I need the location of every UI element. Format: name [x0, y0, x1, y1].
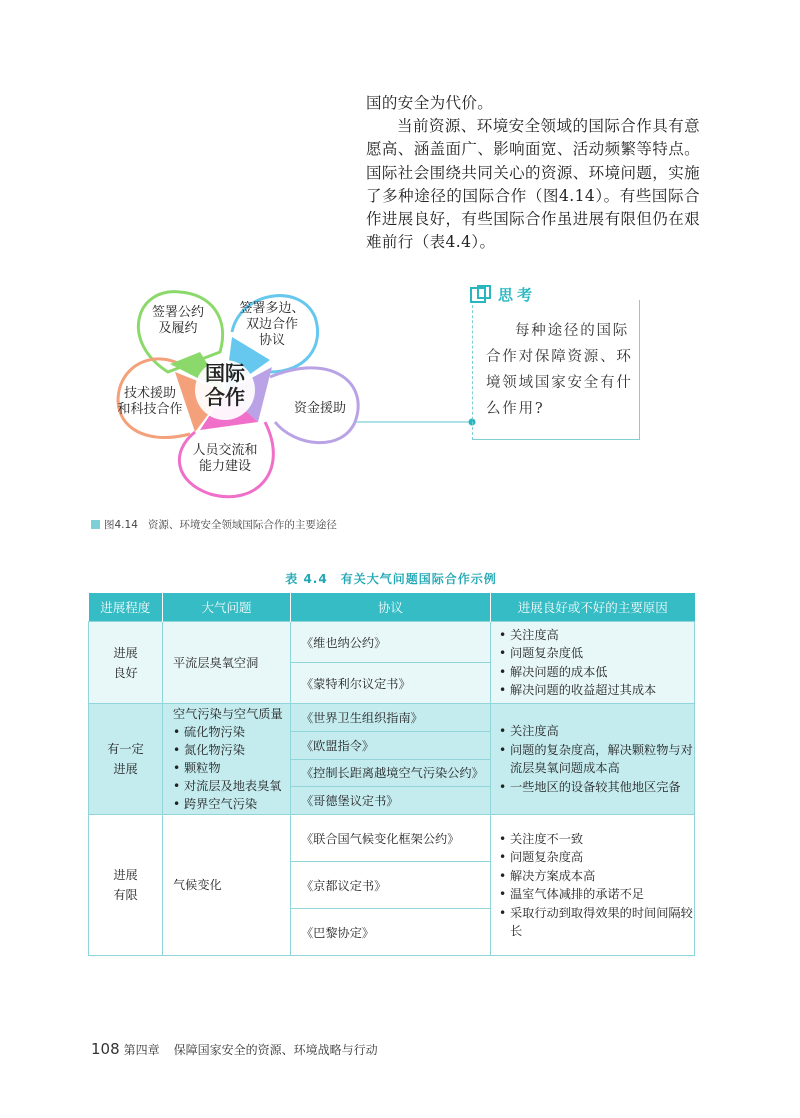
progress-cell: [89, 622, 163, 704]
reason-item: • 解决问题的成本低: [499, 663, 693, 682]
issue-cell: [163, 622, 291, 704]
header-cell: 协议: [291, 593, 491, 622]
agreement-cell: 《世界卫生组织指南》: [291, 704, 491, 732]
petal-label: 及履约: [158, 321, 198, 336]
reason-item: • 关注度高: [499, 626, 693, 645]
reason-item: • 采取行动到取得效果的时间间隔较长: [499, 904, 693, 941]
reason-item: • 问题复杂度高: [499, 848, 693, 867]
caption-text: 资源、环境安全领域国际合作的主要途径: [147, 519, 337, 531]
issue-item: • 颗粒物: [173, 759, 289, 777]
issue-item: • 对流层及地表臭氧: [173, 777, 289, 795]
paragraph-text: 当前资源、环境安全领域的国际合作具有意愿高、涵盖面广、影响面宽、活动频繁等特点。国际社会围绕共同关心的资源、环境问题，实施了多种途径的国际合作（图4.14）。有些国际合作进展良好，有些国际合作虽进展有限但仍在艰难前行（表4.4）。: [366, 117, 700, 252]
header-cell: 进展良好或不好的主要原因: [491, 593, 695, 622]
think-question-text: 每种途径的国际合作对保障资源、环境领域国家安全有什么作用?: [486, 323, 633, 417]
caption-square-icon: [91, 520, 100, 529]
chapter-label: 第四章: [123, 1043, 160, 1057]
agreement-cell: 《控制长距离越境空气污染公约》: [291, 759, 491, 787]
agreement-cell: 《维也纳公约》: [291, 622, 491, 663]
progress-text: 有一定: [107, 742, 144, 756]
table-row: [89, 815, 695, 862]
paragraph-line: 国的安全为代价。: [366, 94, 494, 112]
agreement-cell: 《欧盟指令》: [291, 731, 491, 759]
progress-text: 进展: [113, 645, 138, 660]
header-cell: 进展程度: [89, 593, 163, 622]
reason-item: • 问题的复杂度高，解决颗粒物与对流层臭氧问题成本高: [499, 741, 693, 778]
issue-cell: [163, 815, 291, 956]
petal-label: 签署多边、: [239, 301, 305, 316]
header-cell: 大气问题: [163, 593, 291, 622]
issue-item: • 氮化物污染: [173, 741, 289, 759]
progress-cell: [89, 704, 163, 815]
cooperation-table: [88, 593, 695, 956]
reason-cell: [491, 704, 695, 815]
caption-label: 图4.14: [104, 519, 138, 531]
issue-title: 平流层臭氧空洞: [173, 655, 259, 670]
issue-title: 气候变化: [173, 878, 222, 892]
agreement-cell: 《联合国气候变化框架公约》: [291, 815, 491, 862]
reason-item: • 关注度高: [499, 722, 693, 741]
reason-item: • 关注度不一致: [499, 830, 693, 849]
reason-item: • 一些地区的设备较其他地区完备: [499, 778, 693, 797]
think-question: [486, 318, 634, 422]
body-paragraph: [366, 92, 700, 254]
reason-item: • 解决方案成本高: [499, 867, 693, 886]
think-title: 思考: [498, 286, 537, 304]
page-footer: [91, 1040, 378, 1058]
table-title: 表 4.4 有关大气问题国际合作示例: [285, 572, 497, 586]
reason-item: • 温室气体减排的承诺不足: [499, 885, 693, 904]
petal-label: 资金援助: [293, 401, 347, 416]
chapter-title: 保障国家安全的资源、环境战略与行动: [173, 1043, 378, 1057]
center-label-line1: 国际: [205, 361, 245, 385]
petal-label: 能力建设: [198, 459, 252, 474]
puzzle-icon: [470, 285, 492, 305]
issue-cell: [163, 704, 291, 815]
reason-item: • 解决问题的收益超过其成本: [499, 681, 693, 700]
agreement-cell: 《蒙特利尔议定书》: [291, 663, 491, 704]
agreement-cell: 《哥德堡议定书》: [291, 787, 491, 815]
petal-label: 协议: [258, 333, 286, 348]
petal-label: 技术援助: [123, 386, 177, 401]
issue-title: 空气污染与空气质量: [173, 707, 283, 721]
progress-text: 进展: [113, 762, 138, 776]
think-header: [470, 284, 540, 305]
table-header-row: [89, 593, 695, 622]
petal-label: 和科技合作: [117, 402, 183, 417]
petal-label: 签署公约: [151, 305, 205, 320]
agreement-cell: 《巴黎协定》: [291, 909, 491, 956]
agreement-cell: 《京都议定书》: [291, 862, 491, 909]
petal-label: 人员交流和: [192, 443, 258, 458]
progress-text: 进展: [113, 868, 138, 882]
progress-cell: [89, 815, 163, 956]
table-row: [89, 622, 695, 663]
center-label-line2: 合作: [205, 385, 245, 409]
reason-item: • 问题复杂度低: [499, 644, 693, 663]
page-number: 108: [91, 1040, 120, 1058]
petal-label: 双边合作: [245, 317, 299, 332]
progress-text: 良好: [113, 665, 138, 680]
cooperation-diagram: [80, 272, 480, 512]
table-row: [89, 704, 695, 732]
figure-caption: [91, 517, 337, 532]
progress-text: 有限: [113, 888, 138, 902]
issue-item: • 硫化物污染: [173, 723, 289, 741]
reason-cell: [491, 622, 695, 704]
issue-item: • 跨界空气污染: [173, 795, 289, 813]
reason-cell: [491, 815, 695, 956]
